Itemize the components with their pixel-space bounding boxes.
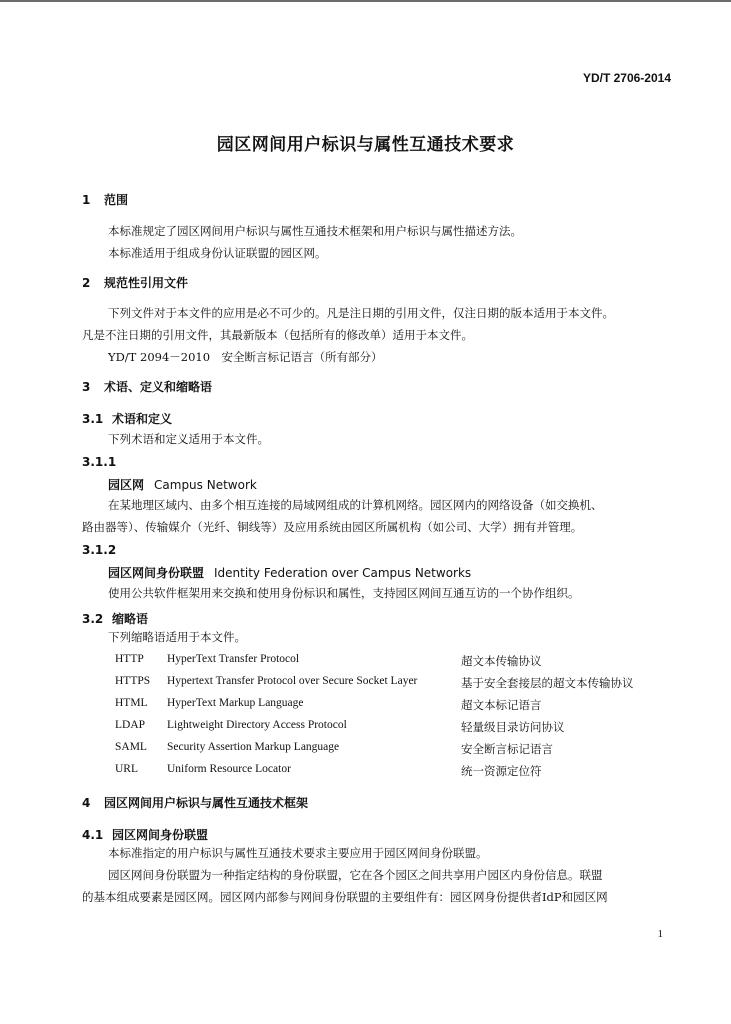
abbr-code: LDAP	[115, 719, 146, 731]
page-number: 1	[657, 928, 663, 940]
term-3-1-2-def: 使用公共软件框架用来交换和使用身份标识和属性，支持园区网间互通互访的一个协作组织。	[108, 586, 580, 600]
section-3-heading	[82, 378, 661, 395]
document-title: 园区网间用户标识与属性互通技术要求	[216, 135, 515, 155]
sec1-para-1: 本标准规定了园区网间用户标识与属性互通技术框架和用户标识与属性描述方法。	[108, 224, 522, 238]
sec2-para-1a: 下列文件对于本文件的应用是必不可少的。凡是注日期的引用文件，仅注日期的版本适用于本文件。	[108, 306, 614, 320]
section-number: 3.2	[82, 612, 104, 626]
section-3-1-heading	[82, 410, 661, 427]
section-3-2-heading	[82, 610, 661, 627]
section-title: 规范性引用文件	[104, 276, 189, 290]
term-cn: 园区网	[108, 478, 145, 492]
sec41-para-2b: 的基本组成要素是园区网。园区网内部参与网间身份联盟的主要组件有：园区网身份提供者IdP和园区网	[82, 890, 608, 904]
sec32-intro: 下列缩略语适用于本文件。	[108, 630, 246, 644]
abbr-code: HTTP	[115, 653, 144, 665]
section-number: 4	[82, 796, 91, 810]
term-3-1-2-number: 3.1.2	[82, 543, 117, 557]
abbr-chinese: 安全断言标记语言	[461, 744, 553, 756]
term-3-1-1-def-b: 路由器等）、传输媒介（光纤、铜线等）及应用系统由园区所属机构（如公司、大学）拥有并管理。	[82, 520, 583, 534]
abbr-english: HyperText Transfer Protocol	[167, 653, 300, 665]
term-en: Campus Network	[154, 478, 257, 492]
reference-item: YD/T 2094－2010 安全断言标记语言（所有部分）	[108, 350, 383, 364]
section-title: 术语、定义和缩略语	[104, 380, 213, 394]
abbr-chinese: 统一资源定位符	[461, 766, 542, 778]
term-3-1-1	[82, 476, 661, 493]
abbr-english: Uniform Resource Locator	[167, 763, 291, 775]
standard-code: YD/T 2706-2014	[582, 71, 671, 85]
section-title: 范围	[104, 193, 129, 207]
section-1-heading	[82, 191, 661, 208]
abbr-english: Hypertext Transfer Protocol over Secure Socket Layer	[167, 675, 418, 687]
term-cn: 园区网间身份联盟	[108, 566, 205, 580]
sec2-para-1b: 凡是不注日期的引用文件，其最新版本（包括所有的修改单）适用于本文件。	[82, 328, 473, 342]
abbr-code: HTML	[115, 697, 148, 709]
abbr-english: Lightweight Directory Access Protocol	[167, 719, 347, 731]
abbr-english: Security Assertion Markup Language	[167, 741, 340, 753]
section-number: 2	[82, 276, 91, 290]
scan-top-border	[0, 0, 731, 2]
section-title: 园区网间身份联盟	[112, 828, 209, 842]
abbr-chinese: 轻量级目录访问协议	[461, 722, 565, 734]
section-2-heading	[82, 274, 661, 291]
abbr-code: SAML	[115, 741, 147, 753]
section-title: 术语和定义	[112, 412, 173, 426]
section-4-1-heading	[82, 826, 661, 843]
abbr-chinese: 超文本传输协议	[461, 656, 542, 668]
section-4-heading	[82, 794, 661, 811]
section-number: 3	[82, 380, 91, 394]
section-number: 4.1	[82, 828, 104, 842]
term-3-1-1-def-a: 在某地理区域内、由多个相互连接的局域网组成的计算机网络。园区网内的网络设备（如交换机、	[108, 498, 603, 512]
sec41-para-1: 本标准指定的用户标识与属性互通技术要求主要应用于园区网间身份联盟。	[108, 846, 488, 860]
section-title: 缩略语	[112, 612, 149, 626]
abbr-code: URL	[115, 763, 138, 775]
section-number: 1	[82, 193, 91, 207]
abbr-chinese: 超文本标记语言	[461, 700, 542, 712]
term-en: Identity Federation over Campus Networks	[214, 566, 472, 580]
sec1-para-2: 本标准适用于组成身份认证联盟的园区网。	[108, 246, 327, 260]
term-3-1-1-number: 3.1.1	[82, 455, 117, 469]
sec41-para-2a: 园区网间身份联盟为一种指定结构的身份联盟，它在各个园区之间共享用户园区内身份信息。联盟	[108, 868, 603, 882]
abbr-code: HTTPS	[115, 675, 151, 687]
term-3-1-2	[82, 564, 661, 581]
section-title: 园区网间用户标识与属性互通技术框架	[104, 796, 309, 810]
sec31-intro: 下列术语和定义适用于本文件。	[108, 432, 269, 446]
abbr-chinese: 基于安全套接层的超文本传输协议	[461, 678, 634, 690]
section-number: 3.1	[82, 412, 104, 426]
abbr-english: HyperText Markup Language	[167, 697, 304, 709]
